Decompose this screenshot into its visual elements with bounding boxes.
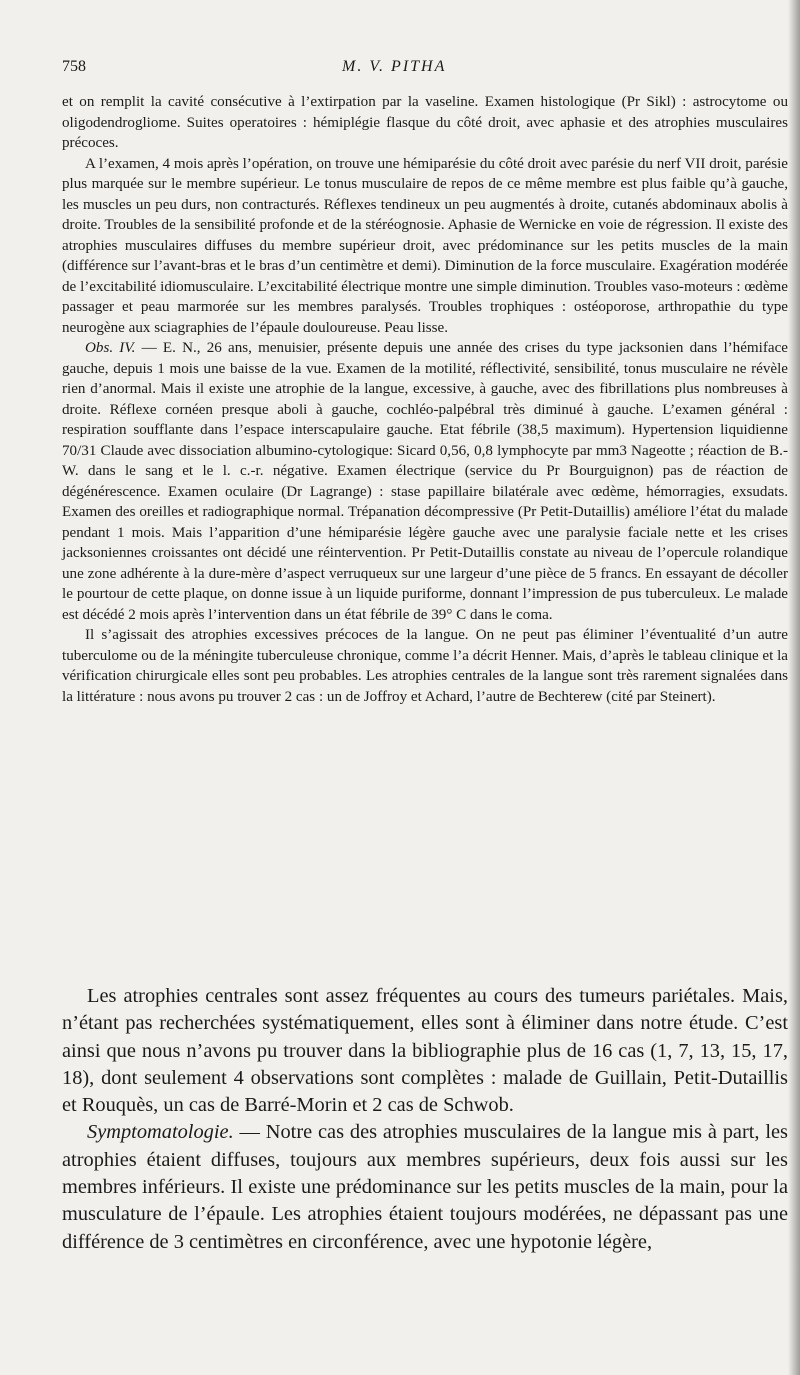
- page-number: 758: [62, 58, 86, 75]
- paragraph-discussion: Il s’agissait des atrophies excessives précoces de la langue. On ne peut pas éliminer l’éventualité d’un autre tuberculome ou de la méningite tuberculeuse chronique, comme l’a décrit Henner. Mais, d’après le tableau clinique et la vérification chirurgicale elles sont peu probables. Les atrophies centrales de la langue sont très rarement signalées dans la littérature : nous avons pu trouver 2 cas : un de Joffroy et Achard, l’autre de Bechterew (cité par Steinert).: [62, 627, 788, 705]
- page-edge-shadow: [788, 0, 800, 1375]
- page-header: [62, 58, 786, 82]
- running-title: M. V. PITHA: [342, 58, 447, 75]
- paragraph-parietal-atrophies: Les atrophies centrales sont assez fréquentes au cours des tumeurs pariétales. Mais, n’étant pas recherchées systématiquement, elles sont à éliminer dans notre étude. C’est ainsi que nous n’avons pu trouver dans la bibliographie plus de 16 cas (1, 7, 13, 15, 17, 18), dont seulement 4 observations sont complètes : malade de Guillain, Petit-Dutaillis et Rouquès, un cas de Barré-Morin et 2 cas de Schwob.: [62, 985, 788, 1117]
- observation-label: Obs. IV.: [85, 340, 136, 356]
- observation-text: — E. N., 26 ans, menuisier, présente depuis une année des crises du type jacksonien dans l’hémiface gauche, depuis 1 mois une baisse de la vue. Examen de la motilité, réflectivité, sensibilité, tonus musculaire ne révèle rien d’anormal. Mais il existe une atrophie de la langue, excessive, à gauche, avec des fibrillations plus nombreuses à droite. Réflexe cornéen presque aboli à gauche, cochléo-palpébral très diminué à gauche. L’examen général : respiration soufflante dans l’espace interscapulaire gauche. Etat fébrile (38,5 maximum). Hypertension liquidienne 70/31 Claude avec dissociation albumino-cytologique: Sicard 0,56, 0,8 lymphocyte par mm3 Nageotte ; réaction de B.-W. dans le sang et le l. c.-r. négative. Examen électrique (service du Pr Bourguignon) pas de réaction de dégénérescence. Examen oculaire (Dr Lagrange) : stase papillaire bilatérale avec œdème, hémorragies, exsudats. Examen des oreilles et radiographique normal. Trépanation décompressive (Pr Petit-Dutaillis) améliore l’état du malade pendant 1 mois. Mais l’apparition d’une hémiparésie légère gauche avec une paralysie faciale nette et les crises jacksoniennes croissantes ont décidé une réintervention. Pr Petit-Dutaillis constate au niveau de l’opercule rolandique une zone adhérente à la dure-mère d’aspect verruqueux sur une largeur d’une pièce de 5 francs. En essayant de décoller le pourtour de cette plaque, on donne issue à un liquide puriforme, donnant l’impression de pus tuberculeux. Le malade est décédé 2 mois après l’intervention dans un état fébrile de 39° C dans le coma.: [62, 340, 788, 623]
- paragraph-observation-iv: [62, 338, 788, 625]
- symptomatology-label: Symptomatologie.: [87, 1121, 234, 1144]
- paragraph-symptomatology: [62, 1119, 788, 1255]
- paragraph-surgery-outcome: et on remplit la cavité consécutive à l’extirpation par la vaseline. Examen histologique (Pr Sikl) : astrocytome ou oligodendrogliome. Suites operatoires : hémiplégie flasque du côté droit, avec aphasie et des atrophies musculaires précoces.: [62, 94, 788, 151]
- symptomatology-text: — Notre cas des atrophies musculaires de la langue mis à part, les atrophies étaient diffuses, toujours aux membres supérieurs, deux fois aussi sur les membres inférieurs. Il existe une prédominance sur les petits muscles de la main, pour la musculature de l’épaule. Les atrophies étaient toujours modérées, ne dépassant pas une différence de 3 centimètres en circonférence, avec une hypotonie légère,: [62, 1121, 788, 1253]
- paragraph-examination: A l’examen, 4 mois après l’opération, on trouve une hémiparésie du côté droit avec parésie du nerf VII droit, parésie plus marquée sur le membre supérieur. Le tonus musculaire de repos de ce même membre est plus faible qu’à gauche, les muscles un peu durs, non contracturés. Réflexes tendineux un peu augmentés à droite, cutanés abdominaux abolis à droite. Troubles de la sensibilité profonde et de la stéréognosie. Aphasie de Wernicke en voie de régression. Il existe des atrophies musculaires diffuses du membre supérieur droit, avec prédominance sur les petits muscles de la main (différence sur l’avant-bras et le bras d’un centimètre et demi). Diminution de la force musculaire. Exagération modérée de l’excitabilité idiomusculaire. L’excitabilité électrique montre une simple diminution. Troubles vaso-moteurs : œdème passager et peau marmorée sur les membres paralysés. Troubles trophiques : ostéoporose, arthropathie du type neurogène aux sciagraphies de l’épaule douloureuse. Peau lisse.: [62, 155, 789, 336]
- main-text-section: [62, 983, 788, 1256]
- case-report-section: [62, 92, 788, 707]
